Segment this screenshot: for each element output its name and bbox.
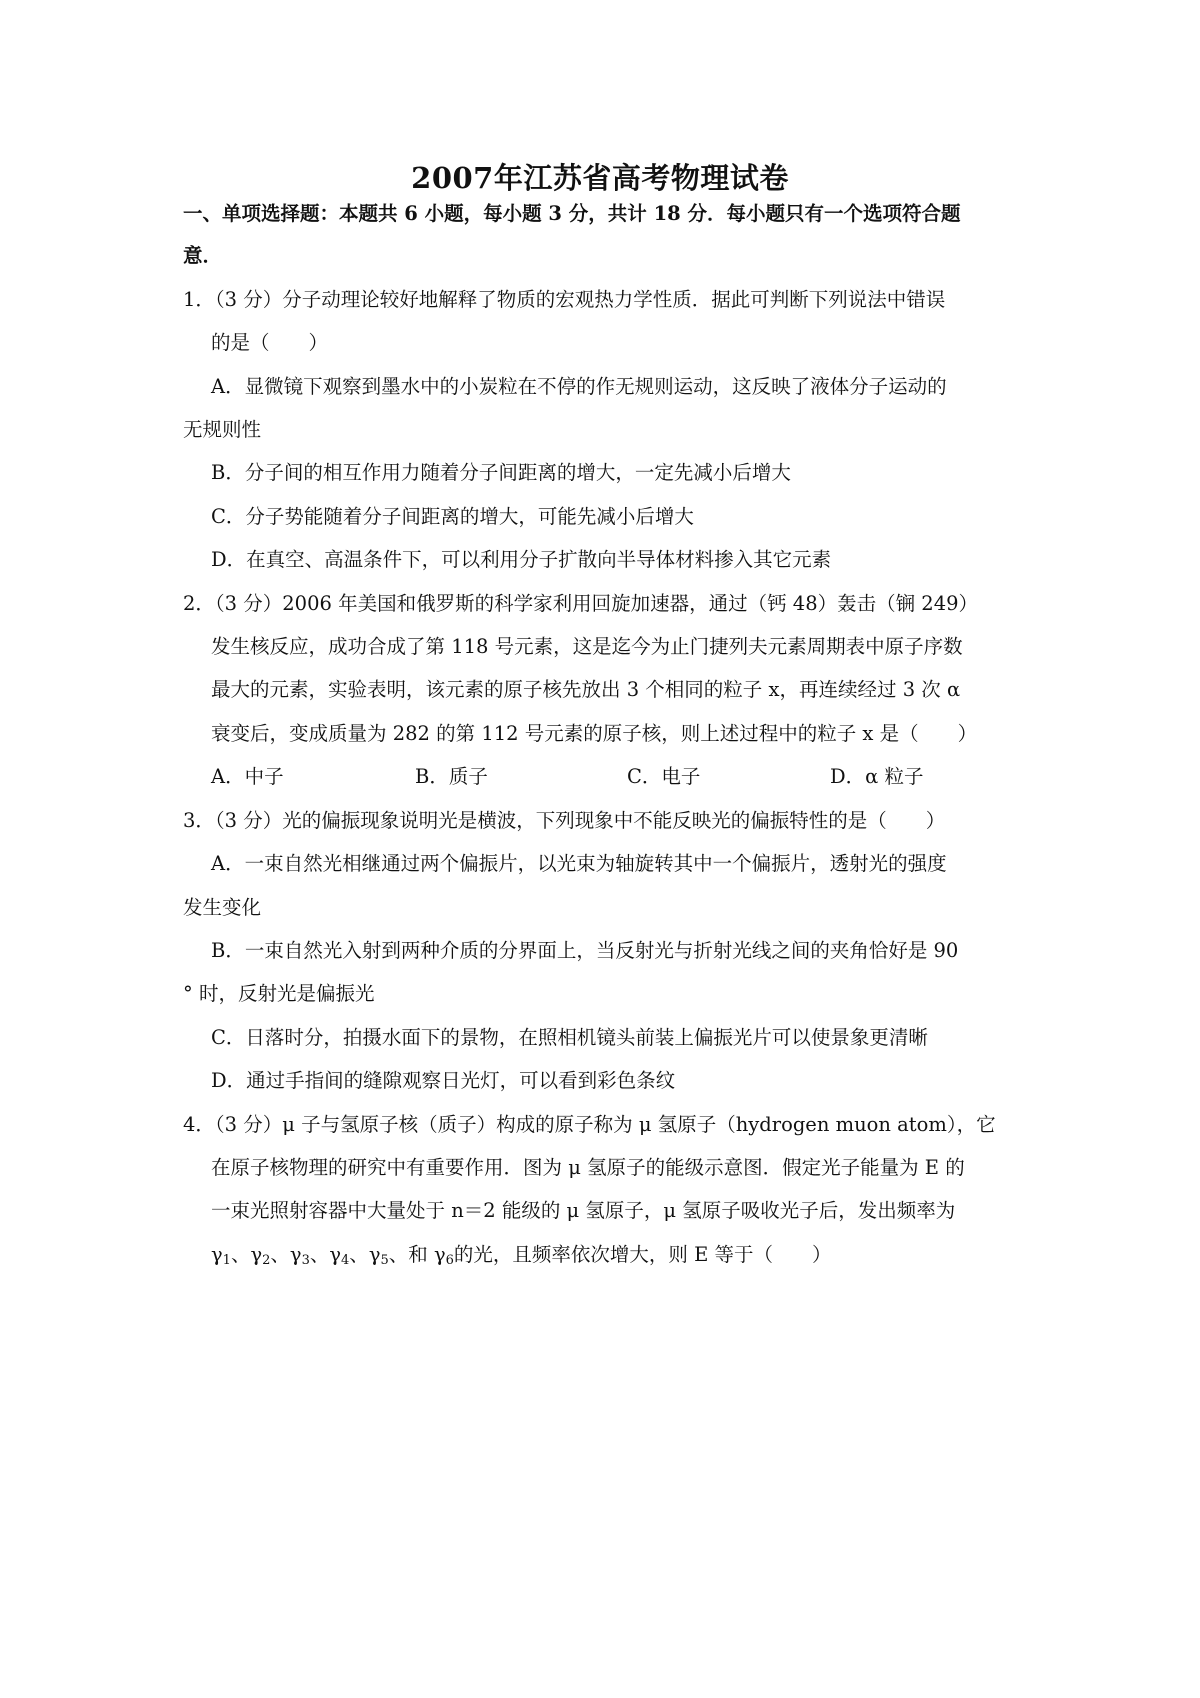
q4-stem-line-3: 一束光照射容器中大量处于 n＝2 能级的 μ 氢原子，μ 氢原子吸收光子后，发出频率为 [211, 1199, 956, 1222]
subscript-6: 6 [445, 1253, 454, 1268]
q1-stem-line-1: 1．（3 分）分子动理论较好地解释了物质的宏观热力学性质．据此可判断下列说法中错误 [183, 288, 946, 311]
gamma-symbol: γ [211, 1243, 223, 1266]
q3-option-b-line-1: B．一束自然光入射到两种介质的分界面上，当反射光与折射光线之间的夹角恰好是 90 [211, 939, 959, 962]
separator: 、 [230, 1243, 251, 1266]
gamma-symbol: γ [289, 1243, 302, 1266]
q4-stem-line-4 [211, 1235, 832, 1275]
separator: 、 [270, 1243, 290, 1266]
subscript-3: 3 [301, 1253, 310, 1268]
gamma-symbol: γ [250, 1243, 263, 1266]
section-heading-line-1: 一、单项选择题：本题共 6 小题，每小题 3 分，共计 18 分．每小题只有一个选项符合题 [183, 202, 961, 225]
q2-option-d: D．α 粒子 [830, 765, 924, 788]
q2-option-c: C．电子 [627, 765, 701, 788]
subscript-1: 1 [222, 1253, 231, 1268]
separator: 、 [309, 1243, 330, 1266]
gamma-symbol: γ [329, 1243, 342, 1266]
q2-stem-line-2: 发生核反应，成功合成了第 118 号元素，这是迄今为止门捷列夫元素周期表中原子序数 [211, 635, 963, 658]
q3-option-b-line-2: ° 时，反射光是偏振光 [183, 982, 375, 1005]
q4-stem-line-2: 在原子核物理的研究中有重要作用．图为 μ 氢原子的能级示意图．假定光子能量为 E 的 [211, 1156, 965, 1179]
q1-option-c: C．分子势能随着分子间距离的增大，可能先减小后增大 [211, 505, 694, 528]
gamma-symbol: γ [368, 1243, 381, 1266]
q3-option-d: D．通过手指间的缝隙观察日光灯，可以看到彩色条纹 [211, 1069, 676, 1092]
q2-stem-line-4: 衰变后，变成质量为 282 的第 112 号元素的原子核，则上述过程中的粒子 x 是（ ） [211, 722, 978, 745]
q1-option-a-line-1: A．显微镜下观察到墨水中的小炭粒在不停的作无规则运动，这反映了液体分子运动的 [211, 375, 947, 398]
q1-option-d: D．在真空、高温条件下，可以利用分子扩散向半导体材料掺入其它元素 [211, 548, 832, 571]
separator: 、 [349, 1243, 369, 1266]
q2-stem-line-3: 最大的元素，实验表明，该元素的原子核先放出 3 个相同的粒子 x，再连续经过 3 次 α [211, 678, 961, 701]
q3-stem-line-1: 3．（3 分）光的偏振现象说明光是横波，下列现象中不能反映光的偏振特性的是（ ） [183, 809, 946, 832]
q3-option-c: C．日落时分，拍摄水面下的景物，在照相机镜头前装上偏振光片可以使景象更清晰 [211, 1026, 928, 1049]
q2-option-a: A．中子 [211, 765, 284, 788]
q4-stem-line-4-tail: 的光，且频率依次增大，则 E 等于（ ） [453, 1243, 832, 1266]
separator-and: 、和 [388, 1243, 434, 1266]
gamma-symbol: γ [433, 1243, 446, 1266]
q1-stem-line-2: 的是（ ） [211, 331, 329, 354]
q2-stem-line-1: 2．（3 分）2006 年美国和俄罗斯的科学家利用回旋加速器，通过（钙 48）轰击（锎 249） [183, 592, 979, 615]
q2-option-b: B．质子 [415, 765, 488, 788]
q4-stem-line-1: 4．（3 分）μ 子与氢原子核（质子）构成的原子称为 μ 氢原子（hydrogen muon atom），它 [183, 1113, 996, 1136]
subscript-2: 2 [262, 1253, 271, 1268]
section-heading-line-2: 意． [183, 244, 223, 267]
subscript-5: 5 [380, 1253, 389, 1268]
q1-option-b: B．分子间的相互作用力随着分子间距离的增大，一定先减小后增大 [211, 461, 791, 484]
q1-option-a-line-2: 无规则性 [183, 418, 262, 441]
q2-options-row [211, 757, 1041, 797]
page-title: 2007年江苏省高考物理试卷 [411, 161, 789, 195]
q3-option-a-line-2: 发生变化 [183, 896, 262, 919]
subscript-4: 4 [341, 1253, 350, 1268]
q3-option-a-line-1: A．一束自然光相继通过两个偏振片，以光束为轴旋转其中一个偏振片，透射光的强度 [211, 852, 947, 875]
